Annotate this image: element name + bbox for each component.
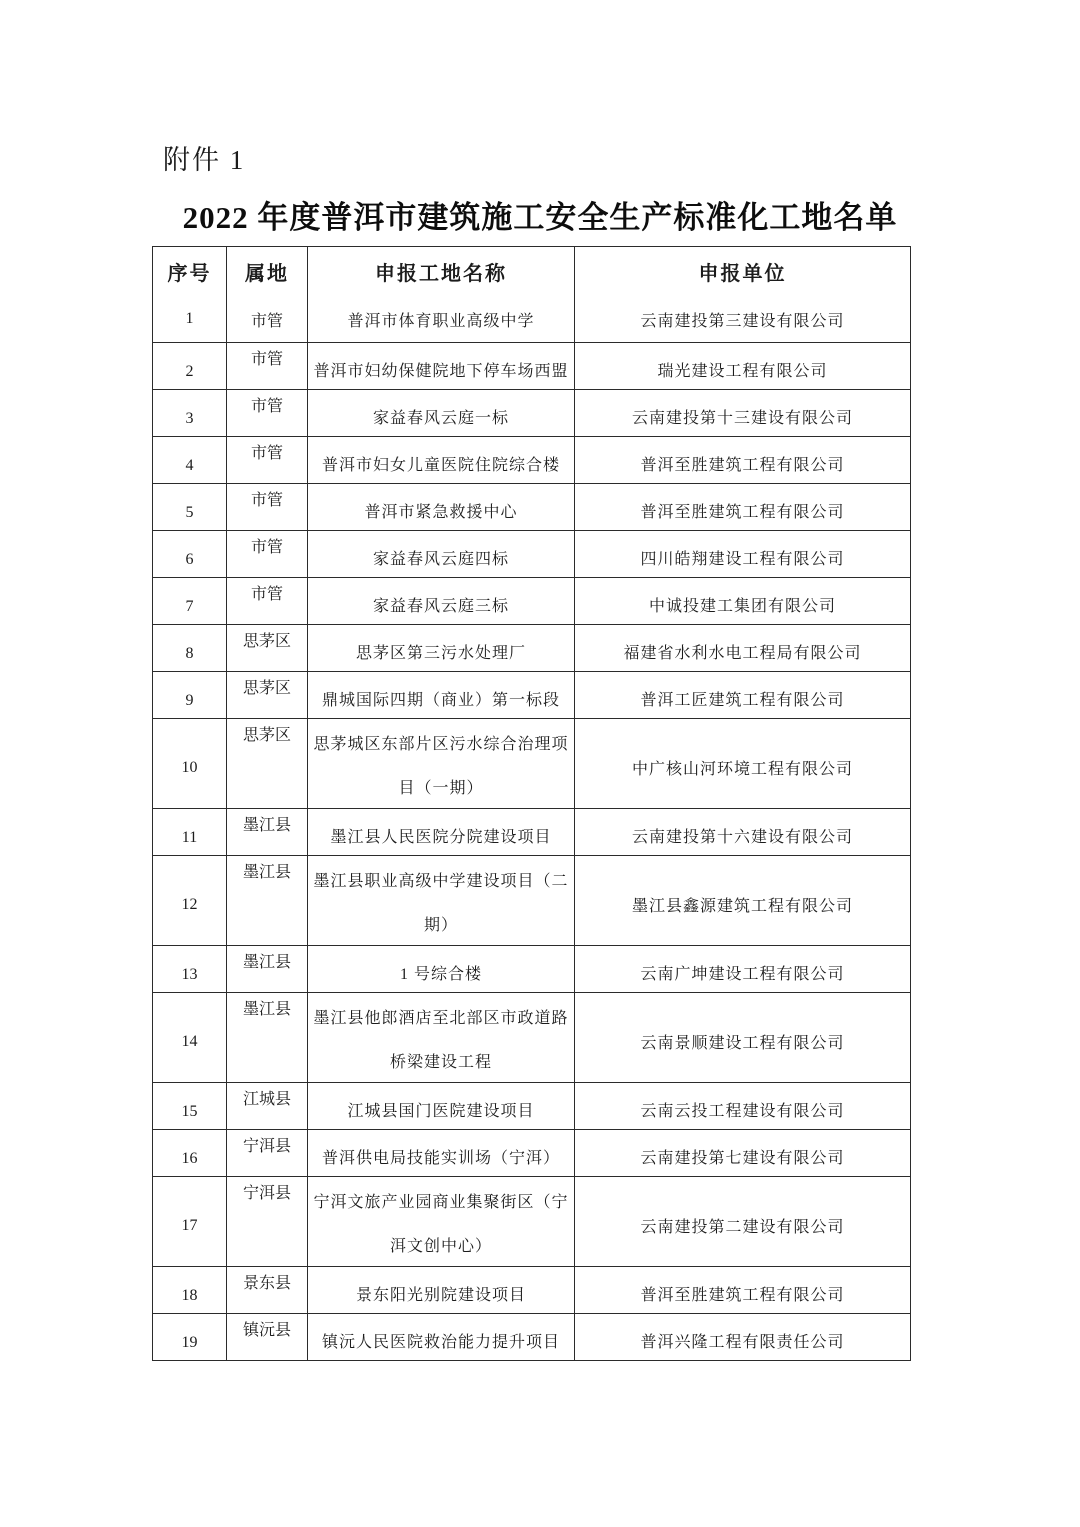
- cell-no: 8: [185, 645, 194, 662]
- cell-company: 云南建投第二建设有限公司: [574, 1177, 910, 1266]
- table-body: [153, 296, 910, 1360]
- cell-no: 2: [185, 363, 194, 380]
- cell-company: 普洱工匠建筑工程有限公司: [574, 672, 910, 718]
- cell-no: 9: [185, 692, 194, 709]
- table-row: [153, 1082, 910, 1129]
- table-row: [153, 436, 910, 483]
- cell-company: 普洱兴隆工程有限责任公司: [574, 1314, 910, 1360]
- cell-site: 1 号综合楼: [307, 946, 574, 992]
- cell-site: 墨江县职业高级中学建设项目（二期）: [307, 856, 574, 945]
- cell-region: 市管: [226, 531, 307, 577]
- cell-no: 7: [185, 598, 194, 615]
- table-row: [153, 671, 910, 718]
- table-row: [153, 992, 910, 1082]
- cell-region: 江城县: [226, 1083, 307, 1129]
- cell-company: 云南云投工程建设有限公司: [574, 1083, 910, 1129]
- cell-region: 墨江县: [226, 946, 307, 992]
- table-row: [153, 718, 910, 808]
- cell-site: 普洱市紧急救援中心: [307, 484, 574, 530]
- cell-company: 云南建投第十六建设有限公司: [574, 809, 910, 855]
- cell-company: 云南建投第七建设有限公司: [574, 1130, 910, 1176]
- cell-no: 4: [185, 457, 194, 474]
- cell-company: 墨江县鑫源建筑工程有限公司: [574, 856, 910, 945]
- attachment-label: 附件 1: [163, 145, 246, 175]
- cell-region: 墨江县: [226, 993, 307, 1082]
- cell-company: 云南建投第三建设有限公司: [574, 296, 910, 342]
- cell-no: 18: [181, 1287, 198, 1304]
- cell-site: 墨江县他郎酒店至北部区市政道路桥梁建设工程: [307, 993, 574, 1082]
- cell-site: 家益春风云庭四标: [307, 531, 574, 577]
- cell-region: 市管: [226, 343, 307, 389]
- cell-no: 6: [185, 551, 194, 568]
- cell-site: 普洱市妇幼保健院地下停车场西盟: [307, 343, 574, 389]
- table-row: [153, 483, 910, 530]
- cell-region: 思茅区: [226, 625, 307, 671]
- table-row: [153, 1313, 910, 1360]
- column-header: 申报工地名称: [307, 247, 574, 296]
- cell-region: 景东县: [226, 1267, 307, 1313]
- cell-company: 云南广坤建设工程有限公司: [574, 946, 910, 992]
- table-row: [153, 1176, 910, 1266]
- cell-region: 思茅区: [226, 672, 307, 718]
- sites-table: [152, 246, 911, 1361]
- cell-site: 家益春风云庭一标: [307, 390, 574, 436]
- cell-company: 普洱至胜建筑工程有限公司: [574, 484, 910, 530]
- cell-no: 5: [185, 504, 194, 521]
- cell-site: 普洱市体育职业高级中学: [307, 296, 574, 342]
- cell-company: 中诚投建工集团有限公司: [574, 578, 910, 624]
- cell-company: 四川皓翔建设工程有限公司: [574, 531, 910, 577]
- cell-no: 10: [181, 758, 198, 776]
- table-row: [153, 808, 910, 855]
- cell-region: 墨江县: [226, 809, 307, 855]
- cell-company: 云南建投第十三建设有限公司: [574, 390, 910, 436]
- cell-no: 19: [181, 1334, 198, 1351]
- page-title: 2022 年度普洱市建筑施工安全生产标准化工地名单: [182, 200, 898, 235]
- table-row: [153, 945, 910, 992]
- cell-company: 云南景顺建设工程有限公司: [574, 993, 910, 1082]
- table-row: [153, 389, 910, 436]
- cell-region: 宁洱县: [226, 1177, 307, 1266]
- column-header: 申报单位: [574, 247, 910, 296]
- table-header-row: [153, 247, 910, 296]
- table-row: [153, 1266, 910, 1313]
- cell-site: 普洱供电局技能实训场（宁洱）: [307, 1130, 574, 1176]
- cell-site: 墨江县人民医院分院建设项目: [307, 809, 574, 855]
- table-row: [153, 855, 910, 945]
- cell-company: 普洱至胜建筑工程有限公司: [574, 1267, 910, 1313]
- table-row: [153, 296, 910, 342]
- cell-no: 15: [181, 1103, 198, 1120]
- cell-region: 市管: [226, 296, 307, 342]
- cell-no: 1: [185, 310, 194, 327]
- cell-site: 普洱市妇女儿童医院住院综合楼: [307, 437, 574, 483]
- cell-no: 3: [185, 410, 194, 427]
- cell-no: 17: [181, 1216, 198, 1234]
- cell-site: 思茅区第三污水处理厂: [307, 625, 574, 671]
- cell-no: 13: [181, 966, 198, 983]
- cell-no: 16: [181, 1150, 198, 1167]
- cell-company: 中广核山河环境工程有限公司: [574, 719, 910, 808]
- cell-region: 墨江县: [226, 856, 307, 945]
- cell-region: 镇沅县: [226, 1314, 307, 1360]
- cell-no: 14: [181, 1032, 198, 1050]
- column-header: 序号: [167, 263, 212, 285]
- cell-site: 宁洱文旅产业园商业集聚街区（宁洱文创中心）: [307, 1177, 574, 1266]
- table-row: [153, 530, 910, 577]
- cell-region: 宁洱县: [226, 1130, 307, 1176]
- cell-site: 鼎城国际四期（商业）第一标段: [307, 672, 574, 718]
- cell-no: 12: [181, 895, 198, 913]
- table-row: [153, 577, 910, 624]
- table-row: [153, 342, 910, 389]
- cell-company: 瑞光建设工程有限公司: [574, 343, 910, 389]
- cell-site: 江城县国门医院建设项目: [307, 1083, 574, 1129]
- cell-company: 福建省水利水电工程局有限公司: [574, 625, 910, 671]
- cell-no: 11: [181, 829, 198, 846]
- cell-region: 思茅区: [226, 719, 307, 808]
- table-row: [153, 1129, 910, 1176]
- cell-site: 思茅城区东部片区污水综合治理项目（一期）: [307, 719, 574, 808]
- cell-company: 普洱至胜建筑工程有限公司: [574, 437, 910, 483]
- cell-site: 家益春风云庭三标: [307, 578, 574, 624]
- cell-region: 市管: [226, 484, 307, 530]
- cell-region: 市管: [226, 390, 307, 436]
- cell-site: 镇沅人民医院救治能力提升项目: [307, 1314, 574, 1360]
- cell-region: 市管: [226, 578, 307, 624]
- cell-site: 景东阳光别院建设项目: [307, 1267, 574, 1313]
- table-row: [153, 624, 910, 671]
- column-header: 属地: [226, 247, 307, 296]
- cell-region: 市管: [226, 437, 307, 483]
